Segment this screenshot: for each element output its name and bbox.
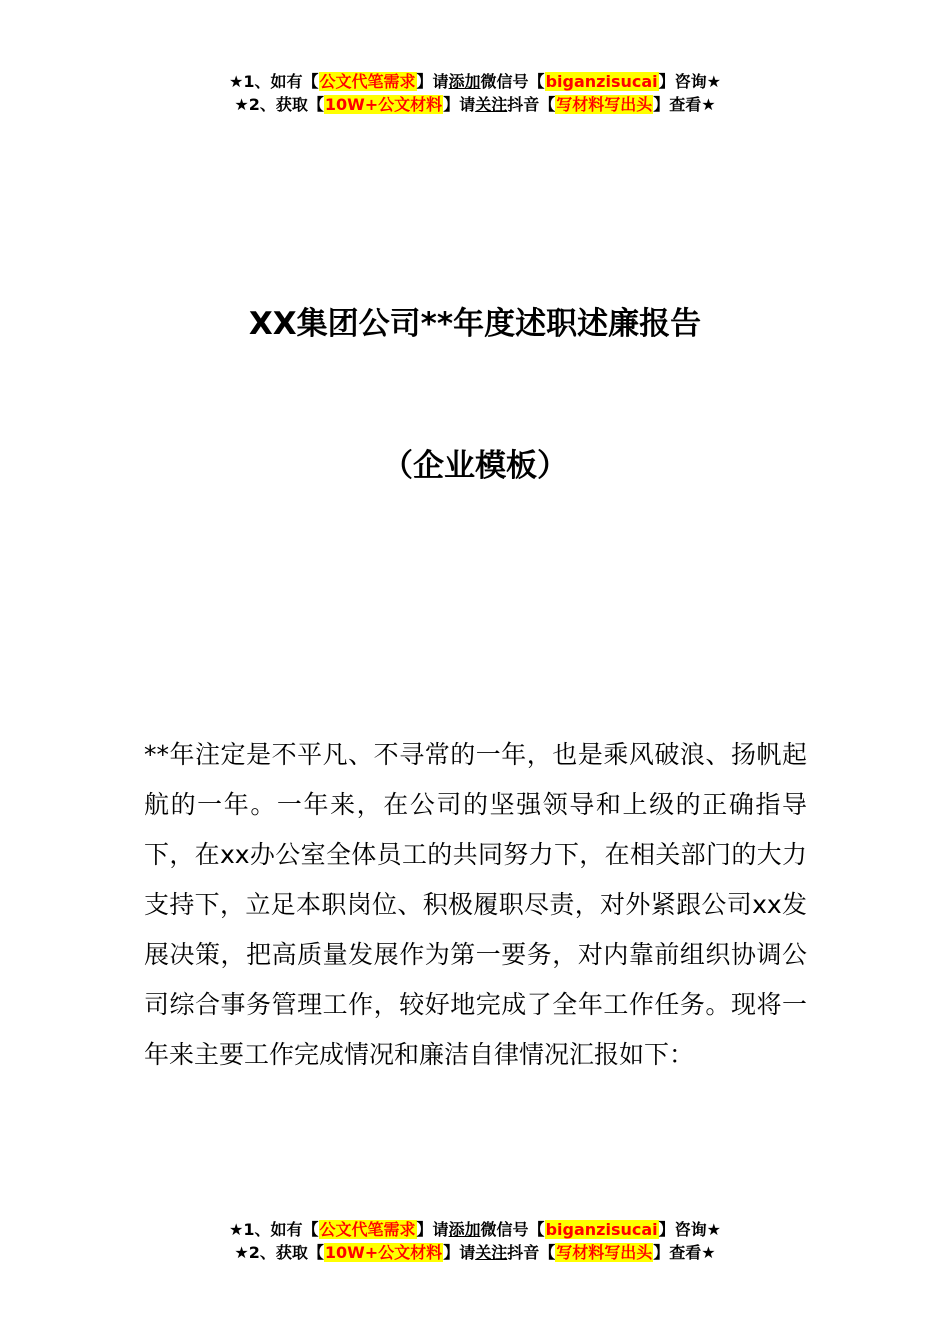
promo-text: ★2、获取【 <box>234 1243 324 1262</box>
document-title: XX集团公司**年度述职述廉报告 <box>248 306 702 342</box>
promo-text: ★1、如有【 <box>229 1220 319 1239</box>
promo-text: 】请 <box>443 1243 476 1262</box>
promo-text: 】请 <box>416 72 449 91</box>
promo-highlight: 写材料写出头 <box>556 95 653 114</box>
promo-text: 抖音【 <box>507 95 556 114</box>
promo-text: 】请 <box>443 95 476 114</box>
promo-text: ★1、如有【 <box>229 72 319 91</box>
promo-highlight: 10W+公文材料 <box>324 1243 443 1262</box>
promo-footer <box>0 1218 950 1264</box>
promo-line-2 <box>0 93 950 116</box>
document-subtitle: （企业模板） <box>382 448 568 484</box>
promo-text: 】咨询★ <box>658 72 721 91</box>
promo-text: 】请 <box>416 1220 449 1239</box>
promo-underlined-text: 添加 <box>448 72 481 91</box>
promo-text: 微信号【 <box>480 72 545 91</box>
promo-highlight: biganzisucai <box>545 1220 658 1239</box>
promo-highlight: 写材料写出头 <box>556 1243 653 1262</box>
promo-text: 微信号【 <box>480 1220 545 1239</box>
promo-text: ★2、获取【 <box>234 95 324 114</box>
promo-text: 】咨询★ <box>658 1220 721 1239</box>
promo-highlight: 公文代笔需求 <box>319 1220 416 1239</box>
promo-line-1 <box>0 70 950 93</box>
promo-highlight: biganzisucai <box>545 72 658 91</box>
promo-underlined-text: 关注 <box>475 1243 508 1262</box>
body-paragraph: **年注定是不平凡、不寻常的一年，也是乘风破浪、扬帆起航的一年。一年来，在公司的坚强领导和上级的正确指导下，在xx办公室全体员工的共同努力下，在相关部门的大力支持下，立足本职岗位、积极履职尽责，对外紧跟公司xx发展决策，把高质量发展作为第一要务，对内靠前组织协调公司综合事务管理工作，较好地完成了全年工作任务。现将一年来主要工作完成情况和廉洁自律情况汇报如下： <box>144 740 807 1069</box>
promo-text: 抖音【 <box>507 1243 556 1262</box>
promo-highlight: 10W+公文材料 <box>324 95 443 114</box>
promo-line-1 <box>0 1218 950 1241</box>
promo-text: 】查看★ <box>653 95 716 114</box>
promo-underlined-text: 关注 <box>475 95 508 114</box>
promo-underlined-text: 添加 <box>448 1220 481 1239</box>
promo-header <box>0 70 950 116</box>
promo-text: 】查看★ <box>653 1243 716 1262</box>
promo-highlight: 公文代笔需求 <box>319 72 416 91</box>
promo-line-2 <box>0 1241 950 1264</box>
